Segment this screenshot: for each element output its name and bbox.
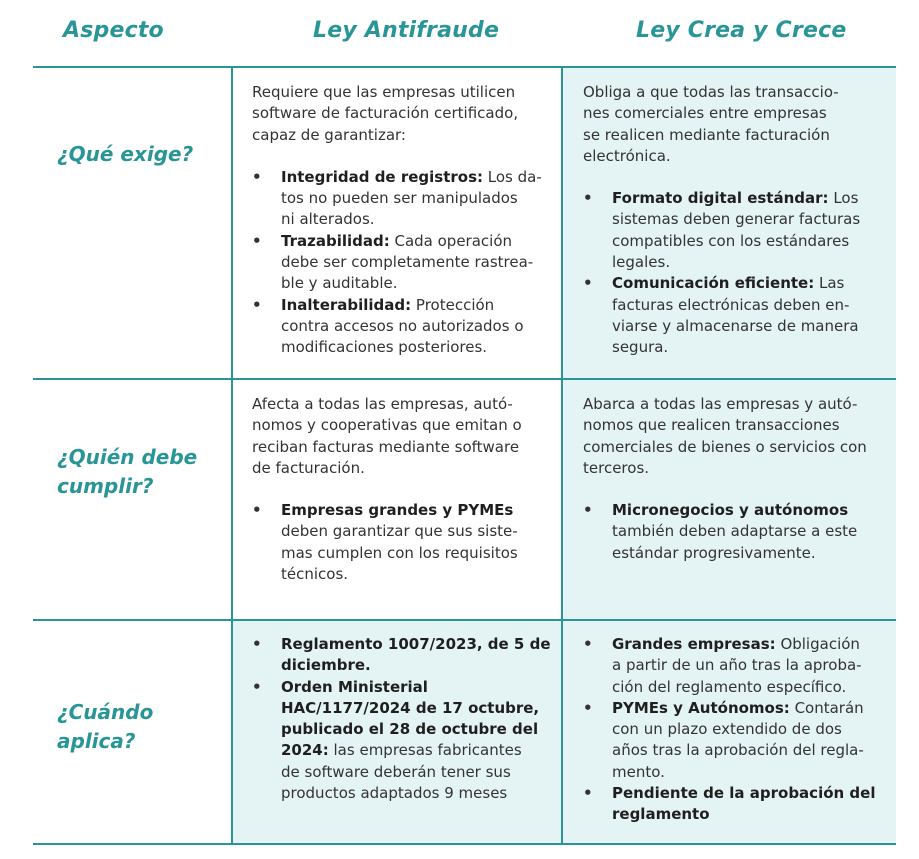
bullet-text: técnicos. (281, 565, 349, 584)
bullet-text: Protección (411, 295, 495, 314)
list-item (583, 500, 888, 564)
column-header-ley-crea-crece: Ley Crea y Crece (636, 18, 847, 43)
bullet-text: Las (814, 274, 845, 293)
list-item (252, 500, 552, 585)
aspect-que-exige (57, 140, 193, 169)
bullet-icon: • (252, 635, 262, 653)
bullet-text: legales. (612, 253, 671, 272)
table-rule-bottom (33, 843, 896, 845)
aspect-line: aplica? (57, 729, 136, 753)
bullet-text: debe ser completamente rastrea- (281, 253, 534, 272)
bullet-title: Integridad de registros: (281, 167, 484, 186)
bullet-text: Contarán (789, 698, 864, 717)
cell-crea-crece-cuando-aplica (583, 634, 888, 826)
cell-text-line: de facturación. (252, 458, 365, 477)
list-item (583, 188, 888, 273)
bullet-icon: • (583, 784, 593, 803)
bullet-text: Obligación (775, 635, 860, 653)
bullet-title: Inalterabilidad: (281, 295, 412, 314)
aspect-quien-debe-cumplir (57, 443, 197, 501)
cell-text-line: capaz de garantizar: (252, 125, 406, 144)
bullet-icon: • (583, 274, 593, 293)
column-header-ley-antifraude: Ley Antifraude (313, 18, 500, 43)
bullet-text: deben garantizar que sus siste- (281, 522, 518, 541)
bullet-text: también deben adaptarse a este (612, 522, 858, 541)
bullet-text: con un plazo extendido de dos (612, 720, 842, 739)
bullet-icon: • (252, 231, 262, 250)
cell-text-line: Abarca a todas las empresas y autó- (583, 395, 858, 413)
table-rule-row2 (33, 619, 896, 621)
cell-antifraude-cuando-aplica (252, 634, 552, 804)
bullet-text: sistemas deben generar facturas (612, 210, 861, 229)
list-item (583, 698, 888, 783)
list-item (252, 167, 552, 231)
cell-text-line: nes comerciales entre empresas (583, 104, 827, 123)
bullet-text: contra accesos no autorizados o (281, 316, 524, 335)
cell-text-line: nomos y cooperativas que emitan o (252, 416, 522, 435)
column-header-aspecto: Aspecto (63, 18, 164, 43)
bullet-text: ble y auditable. (281, 274, 398, 293)
list-item (252, 231, 552, 295)
bullet-text: segura. (612, 338, 669, 357)
aspect-cuando-aplica (57, 698, 153, 756)
cell-text-line: nomos que realicen transacciones (583, 416, 840, 435)
aspect-line: ¿Cuándo (57, 700, 154, 724)
list-item (252, 634, 552, 677)
bullet-title: PYMEs y Autónomos: (612, 698, 790, 717)
cell-antifraude-quien-debe-cumplir (252, 394, 552, 585)
bullet-text: productos adaptados 9 meses (281, 784, 508, 803)
bullet-text: tos no pueden ser manipulados (281, 189, 518, 208)
bullet-icon: • (252, 167, 262, 186)
cell-text-line: comerciales de bienes o servicios con (583, 437, 867, 456)
aspect-line: cumplir? (57, 474, 154, 498)
bullet-text: viarse y almacenarse de manera (612, 316, 859, 335)
cell-text-line: Afecta a todas las empresas, autó- (252, 395, 513, 413)
bullet-text: a partir de un año tras la aproba- (612, 656, 862, 675)
list-item (583, 273, 888, 358)
bullet-title: Comunicación eficiente: (612, 274, 815, 293)
bullet-title: Trazabilidad: (281, 231, 390, 250)
bullet-text: Los da- (483, 167, 542, 186)
bullet-title: Empresas grandes y PYMEs (281, 501, 514, 520)
bullet-text: compatibles con los estándares (612, 231, 850, 250)
cell-antifraude-que-exige (252, 82, 552, 359)
cell-text-line: terceros. (583, 458, 650, 477)
bullet-text: estándar progresivamente. (612, 543, 816, 562)
aspect-line: ¿Qué exige? (57, 142, 194, 166)
bullet-text: Los (828, 189, 859, 208)
bullet-icon: • (583, 635, 593, 653)
bullet-icon: • (583, 189, 593, 208)
bullet-text: mento. (612, 762, 665, 781)
bullet-text: modificaciones posteriores. (281, 338, 488, 357)
bullet-title: Grandes empresas: (612, 635, 776, 653)
bullet-text: de software deberán tener sus (281, 762, 511, 781)
list-item (583, 634, 888, 698)
bullet-text: las empresas fabricantes (328, 741, 522, 760)
bullet-icon: • (583, 501, 593, 520)
cell-text-line: Obliga a que todas las transaccio- (583, 83, 839, 101)
cell-text-line: software de facturación certificado, (252, 104, 519, 123)
cell-text-line: Requiere que las empresas utilicen (252, 83, 516, 101)
bullet-icon: • (252, 295, 262, 314)
bullet-title: Reglamento 1007/2023, de 5 de diciembre. (281, 635, 551, 675)
table-rule-row1 (33, 378, 896, 380)
bullet-icon: • (252, 677, 262, 696)
list-item (252, 295, 552, 359)
bullet-text: ni alterados. (281, 210, 375, 229)
cell-text-line: se realicen mediante facturación (583, 125, 830, 144)
bullet-icon: • (583, 698, 593, 717)
column-divider-2 (561, 67, 563, 844)
bullet-text: años tras la aprobación del regla- (612, 741, 864, 760)
cell-text-line: electrónica. (583, 146, 671, 165)
bullet-text: facturas electrónicas deben en- (612, 295, 850, 314)
list-item (583, 783, 888, 826)
bullet-title: Orden Ministerial HAC/1177/2024 de 17 octubre, publicado el 28 de octubre del 2024: (281, 677, 540, 760)
aspect-line: ¿Quién debe (57, 445, 198, 469)
bullet-title: Micronegocios y autónomos (612, 501, 849, 520)
cell-crea-crece-quien-debe-cumplir (583, 394, 888, 564)
cell-crea-crece-que-exige (583, 82, 888, 359)
bullet-title: Pendiente de la aprobación del reglamento (612, 784, 876, 824)
bullet-icon: • (252, 501, 262, 520)
bullet-text: mas cumplen con los requisitos (281, 543, 518, 562)
column-divider-1 (231, 67, 233, 844)
list-item (252, 677, 552, 805)
table-rule-top (33, 66, 896, 68)
bullet-text: Cada operación (389, 231, 513, 250)
bullet-title: Formato digital estándar: (612, 189, 829, 208)
cell-text-line: reciban facturas mediante software (252, 437, 520, 456)
bullet-text: ción del reglamento específico. (612, 677, 847, 696)
